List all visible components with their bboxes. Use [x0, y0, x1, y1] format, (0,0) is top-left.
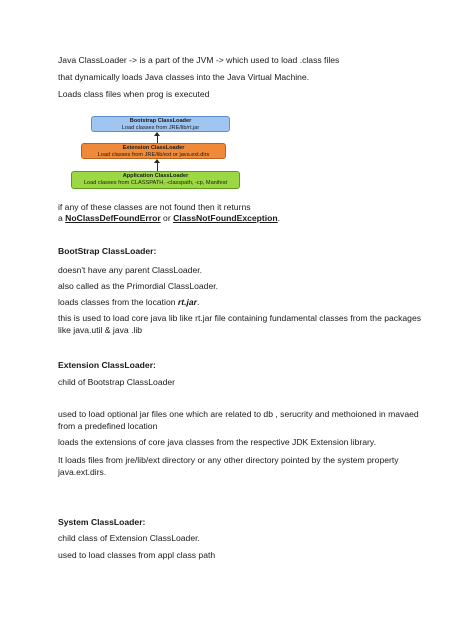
extension-p4: It loads files from jre/lib/ext directory or any other directory pointed by the system property java.ext.dirs. — [58, 455, 399, 477]
arrow-up-icon — [157, 133, 158, 143]
arrow-up-icon — [157, 160, 158, 171]
system-p1: child class of Extension ClassLoader. — [58, 533, 200, 543]
extension-heading: Extension ClassLoader: — [58, 360, 156, 370]
bootstrap-box-desc: Load classes from JRE/lib/rt.jar — [121, 124, 200, 131]
extension-box-title: Extension ClassLoader — [122, 145, 185, 151]
notfound-suffix: . — [277, 213, 281, 223]
application-box-title: Application ClassLoader — [122, 173, 189, 179]
extension-box-desc: Load classes from JRE/lib/ext or java.ext.dirs — [97, 151, 210, 158]
classnotfoundexception-link[interactable]: ClassNotFoundException — [173, 213, 278, 223]
extension-p1: child of Bootstrap ClassLoader — [58, 377, 176, 387]
bootstrap-p4: this is used to load core java lib like rt.jar file containing fundamental classes from the packages like java.util & java .lib — [58, 313, 422, 335]
system-heading: System ClassLoader: — [58, 517, 146, 527]
extension-p2: used to load optional jar files one which are related to db , serucrity and methoioned in mavaed from a predefined location — [58, 409, 419, 431]
system-p2: used to load classes from appl class path — [58, 550, 216, 560]
intro-line-1: Java ClassLoader -> is a part of the JVM -> which used to load .class files — [58, 55, 340, 65]
bootstrap-p2: also called as the Primordial ClassLoader. — [58, 281, 219, 291]
bootstrap-box-title: Bootstrap ClassLoader — [129, 118, 192, 124]
extension-classloader-box — [81, 143, 226, 159]
notfound-prefix: a — [58, 213, 66, 223]
intro-line-3: Loads class files when prog is executed — [58, 89, 210, 99]
notfound-middle: or — [160, 213, 174, 223]
bootstrap-p1: doesn't have any parent ClassLoader. — [58, 265, 203, 275]
extension-p3: loads the extensions of core java classes from the respective JDK Extension library. — [58, 437, 376, 447]
bootstrap-p3-suffix: . — [197, 297, 200, 307]
bootstrap-p3-emphasis: rt.jar — [177, 297, 198, 307]
notfound-line-2 — [58, 213, 428, 225]
notfound-line-1: if any of these classes are not found then it returns — [58, 202, 251, 212]
noclassdeffounderror-link[interactable]: NoClassDefFoundError — [65, 213, 161, 223]
bootstrap-p3 — [58, 297, 428, 309]
bootstrap-heading: BootStrap ClassLoader: — [58, 246, 157, 256]
bootstrap-p3-prefix: loads classes from the location — [58, 297, 178, 307]
intro-line-2: that dynamically loads Java classes into the Java Virtual Machine. — [58, 72, 310, 82]
application-box-desc: Load classes from CLASSPATH, -classpath, -cp, Manifest — [83, 179, 228, 186]
application-classloader-box — [71, 171, 240, 189]
bootstrap-classloader-box — [91, 116, 230, 132]
